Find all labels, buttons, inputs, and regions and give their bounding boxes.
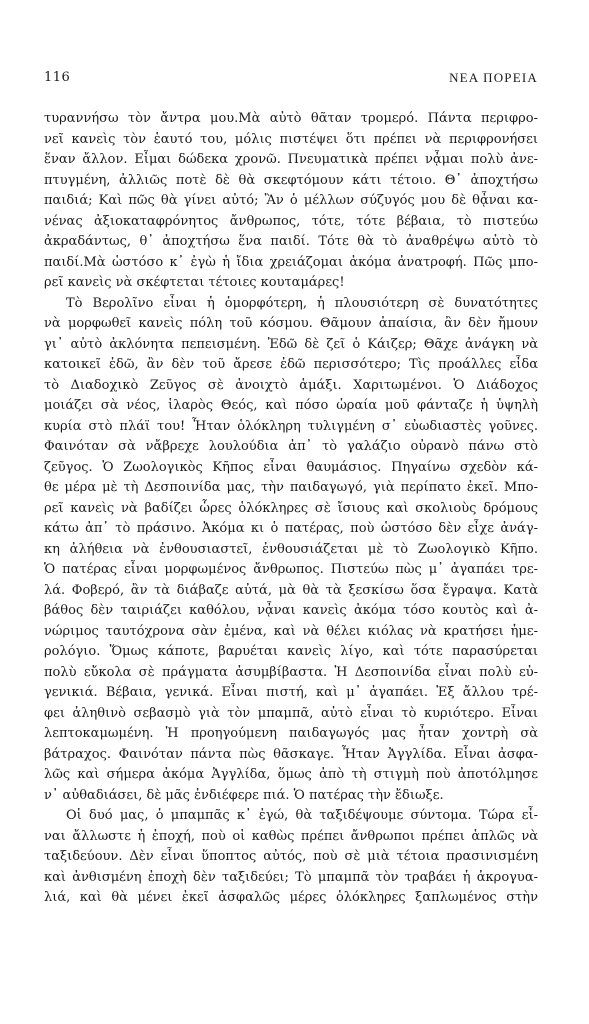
text-line: Ὁ πατέρας εἶναι μορφωμένος ἄνθρωπος. Πιστεύω πὼς μ᾽ ἀγαπάει τρε- bbox=[44, 562, 538, 577]
text-line: βάτραχος. Φαινόταν πάντα πὼς θᾶσκαγε. Ἦταν Ἀγγλίδα. Εἶναι ἀσφα- bbox=[44, 746, 538, 762]
text-line: ν᾽ αὐθαδιάσει, δὲ μᾶς ἐνδιέφερε πιά. Ὁ πατέρας τὴν ἔδιωξε. bbox=[44, 787, 444, 803]
text-line: τυραννήσω τὸν ἄντρα μου.Μὰ αὐτὸ θᾶταν τρομερό. Πάντα περιφρο- bbox=[44, 111, 538, 126]
text-line: θε μέρα μὲ τὴ Δεσποινίδα μας, τὴν παιδαγωγό, γιὰ περίπατο ἐκεῖ. Μπο- bbox=[44, 480, 538, 495]
text-line: ρολόγιο. Ὅμως κάποτε, βαρυέται κανεὶς λίγο, καὶ τότε παρασύρεται bbox=[44, 644, 538, 659]
text-line: Οἱ δυό μας, ὁ μπαμπᾶς κ᾽ ἐγώ, θὰ ταξιδέψουμε σύντομα. Τώρα εἶ- bbox=[66, 808, 538, 823]
page-header bbox=[44, 70, 538, 90]
text-line: γενικιά. Βέβαια, γενικά. Εἶναι πιστή, καὶ μ᾽ ἀγαπάει. Ἐξ ἄλλου τρέ- bbox=[44, 685, 538, 700]
text-line: Φαινόταν σὰ νἄβρεχε λουλούδια ἀπ᾽ τὸ γαλάζιο οὐρανὸ πάνω στὸ bbox=[44, 439, 538, 454]
text-line: νώριμος ταυτόχρονα σὰν ἐμένα, καὶ νὰ θέλει κιόλας νὰ κρατήσει ἡμε- bbox=[44, 623, 538, 639]
text-line: ρεῖ κανεὶς νὰ βαδίζει ὧρες ὁλόκληρες σὲ ἴσιους καὶ σκολιοὺς δρόμους bbox=[44, 500, 538, 516]
text-line: νεῖ κανεὶς τὸν ἑαυτό του, μόλις πιστέψει ὅτι πρέπει νὰ περιφρονήσει bbox=[44, 131, 538, 147]
body-text bbox=[44, 109, 538, 909]
text-line: κη ἀλήθεια νὰ ἐνθουσιαστεῖ, ἐνθουσιάζεται μὲ τὸ Ζωολογικὸ Κῆπο. bbox=[44, 541, 538, 557]
text-line: κάτω ἀπ᾽ τὸ πράσινο. Ἀκόμα κι ὁ πατέρας, ποὺ ὡστόσο δὲν εἶχε ἀνάγ- bbox=[44, 521, 538, 536]
text-line: φει ἀληθινὸ σεβασμὸ γιὰ τὸν μπαμπᾶ, αὐτὸ εἶναι τὸ κυριότερο. Εἶναι bbox=[44, 705, 538, 721]
text-line: ζεῦγος. Ὁ Ζωολογικὸς Κῆπος εἶναι θαυμάσιος. Πηγαίνω σχεδὸν κά- bbox=[44, 459, 538, 475]
text-line: ναι ἄλλωστε ἡ ἐποχή, ποὺ οἱ καθὼς πρέπει ἄνθρωποι πρέπει ἁπλῶς νὰ bbox=[44, 828, 538, 844]
text-line: παιδιά; Καὶ πῶς θὰ γίνει αὐτό; Ἂν ὁ μέλλων σύζυγός μου δὲ θᾆναι κα- bbox=[44, 193, 538, 208]
text-line: πολὺ εὔκολα σὲ πράγματα ἀσυμβίβαστα. Ἡ Δεσποινίδα εἶναι πολὺ εὐ- bbox=[44, 664, 538, 680]
text-line: ταξιδεύουν. Δὲν εἶναι ὕποπτος αὐτός, ποὺ σὲ μιὰ τέτοια πρασινισμένη bbox=[44, 849, 538, 864]
text-line: λῶς καὶ σήμερα ἀκόμα Ἀγγλίδα, ὅμως ἀπὸ τὴ στιγμὴ ποὺ ἀποτόλμησε bbox=[44, 767, 538, 782]
text-line: τὸ Διαδοχικὸ Ζεῦγος σὲ ἀνοιχτὸ ἁμάξι. Χαριτωμένοι. Ὁ Διάδοχος bbox=[44, 377, 538, 393]
running-title: ΝΕΑ ΠΟΡΕΙΑ bbox=[449, 70, 538, 85]
text-line: λεπτοκαμωμένη. Ἡ προηγούμενη παιδαγωγός μας ἦταν χοντρὴ σὰ bbox=[44, 726, 538, 741]
text-line: καὶ ἀνθισμένη ἐποχὴ δὲν ταξιδεύει; Τὸ μπαμπᾶ τὸν τραβάει ἡ ἀκρογυα- bbox=[44, 869, 538, 885]
text-line: λιά, καὶ θὰ μένει ἐκεῖ ἀσφαλῶς μέρες ὁλόκληρες ξαπλωμένος στὴν bbox=[44, 890, 538, 905]
text-line: κυρία στὸ πλάϊ του! Ἦταν ὁλόκληρη τυλιγμένη σ᾽ εὐωδιαστὲς γοῦνες. bbox=[44, 418, 538, 434]
text-line: Τὸ Βερολῖνο εἶναι ἡ ὁμορφότερη, ἡ πλουσιότερη σὲ δυνατότητες bbox=[66, 295, 538, 311]
page-number: 116 bbox=[44, 70, 71, 85]
text-line: πτυγμένη, ἀλλιῶς ποτὲ δὲ θὰ σκεφτόμουν κάτι τέτοιο. Θ᾽ ἀποχτήσω bbox=[44, 172, 538, 188]
text-line: λά. Φοβερό, ἂν τὰ διάβαζε αὐτά, μὰ θὰ τὰ ξεσκίσω ὅσα ἔγραψα. Κατὰ bbox=[44, 582, 538, 598]
text-line: μοιάζει σὰ νέος, ἱλαρὸς Θεός, καὶ πόσο ὡραία μοῦ φάνταζε ἡ ὑψηλὴ bbox=[44, 398, 538, 413]
text-line: ἕναν ἄλλον. Εἶμαι δώδεκα χρονῶ. Πνευματικὰ πρέπει νᾆμαι πολὺ ἀνε- bbox=[44, 152, 538, 167]
text-line: ρεῖ κανεὶς νὰ σκέφτεται τέτοιες κουταμάρες! bbox=[44, 275, 345, 290]
text-line: γι᾽ αὐτὸ ἀκλόνητα πεπεισμένη. Ἐδῶ δὲ ζεῖ ὁ Κάιζερ; Θᾶχε ἀνάγκη νὰ bbox=[44, 336, 538, 352]
text-line: νὰ μορφωθεῖ κανεὶς πόλη τοῦ κόσμου. Θᾶμουν ἀπαίσια, ἂν δὲν ἤμουν bbox=[44, 316, 538, 331]
text-line: νένας ἀξιοκαταφρόνητος ἄνθρωπος, τότε, τότε βέβαια, τὸ πιστεύω bbox=[44, 213, 538, 229]
text-line: κατοικεῖ ἐδῶ, ἂν δὲν τοῦ ἄρεσε ἐδῶ περισσότερο; Τὶς προάλλες εἶδα bbox=[44, 357, 538, 372]
text-line: παιδί.Μὰ ὡστόσο κ᾽ ἐγὼ ἡ ἴδια χρειάζομαι ἀκόμα ἀνατροφή. Πῶς μπο- bbox=[44, 254, 538, 270]
text-line: ἀκραδάντως, θ᾽ ἀποχτήσω ἕνα παιδί. Τότε θὰ τὸ ἀναθρέψω αὐτὸ τὸ bbox=[44, 234, 538, 249]
text-line: βάθος δὲν ταιριάζει καθόλου, νᾆναι κανεὶς ἀκόμα τόσο κουτὸς καὶ ἀ- bbox=[44, 603, 538, 618]
